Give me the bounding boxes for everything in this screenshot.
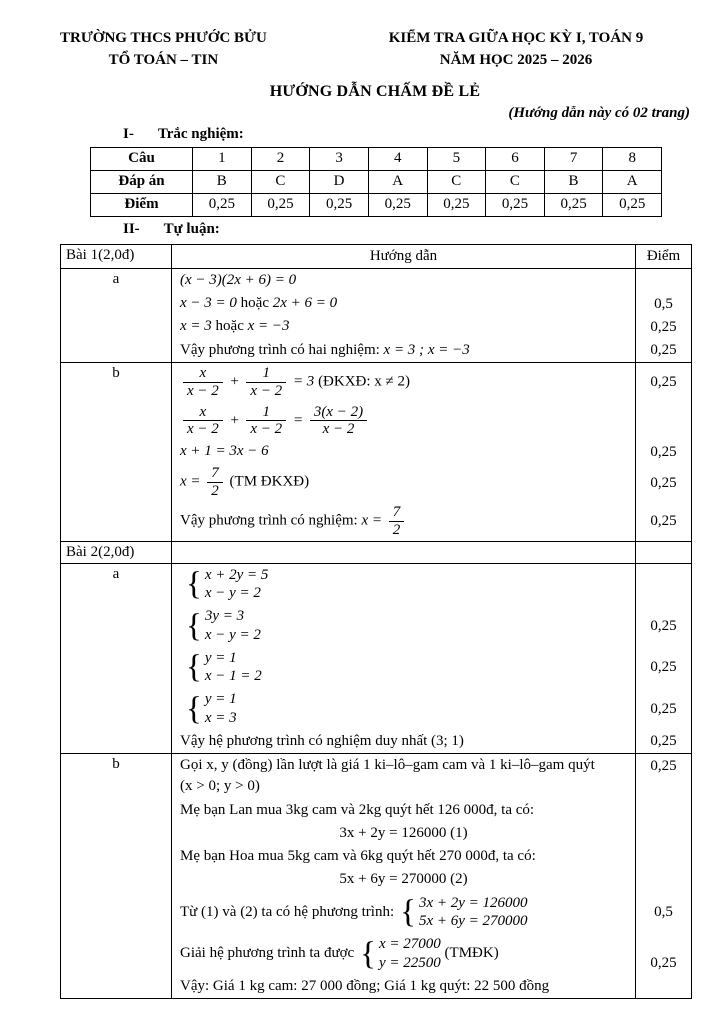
left-brace: { bbox=[400, 894, 416, 931]
equation: x = bbox=[180, 474, 201, 491]
table-header-row bbox=[61, 245, 691, 268]
numerator: 7 bbox=[211, 465, 219, 482]
section-1-title: Trắc nghiệm: bbox=[157, 125, 244, 142]
points-cell: 0,25 bbox=[635, 315, 691, 338]
line-content bbox=[172, 845, 635, 868]
system-equation: 3x + 2y = 126000 bbox=[418, 894, 528, 911]
line-content bbox=[172, 754, 635, 799]
numerator: 1 bbox=[262, 403, 271, 420]
conclusion-text: Vậy hệ phương trình có nghiệm duy nhất (3; 1) bbox=[180, 732, 464, 749]
mc-cell: C bbox=[486, 170, 545, 193]
school-block bbox=[60, 28, 267, 72]
system-rows bbox=[379, 935, 441, 973]
exam-title: KIỂM TRA GIỮA HỌC KỲ I, TOÁN 9 bbox=[388, 30, 644, 46]
equation: (x − 3)(2x + 6) = 0 bbox=[180, 271, 297, 288]
mc-cell: 6 bbox=[486, 147, 545, 170]
mc-cell: 0,25 bbox=[251, 193, 310, 216]
numerator: 3(x − 2) bbox=[313, 403, 364, 420]
problem-1a-row bbox=[61, 268, 691, 362]
equation-system bbox=[400, 894, 527, 932]
points-cell: 0,25 bbox=[635, 730, 691, 753]
mc-cell: 4 bbox=[368, 147, 427, 170]
equals-value: = 3 bbox=[292, 373, 315, 390]
equation: x = −3 bbox=[427, 341, 470, 358]
domain-condition: (ĐKXĐ: x ≠ 2) bbox=[318, 373, 411, 390]
solution-line bbox=[172, 564, 691, 606]
left-brace: { bbox=[186, 566, 202, 603]
left-brace: { bbox=[360, 935, 377, 972]
denominator: x − 2 bbox=[246, 420, 286, 438]
points-cell bbox=[635, 822, 691, 845]
solution-line bbox=[172, 292, 691, 315]
points-cell: 0,25 bbox=[635, 502, 691, 541]
mc-cell: 0,25 bbox=[427, 193, 486, 216]
line-content bbox=[172, 292, 635, 315]
points-cell bbox=[635, 269, 691, 292]
equation-system bbox=[186, 690, 237, 728]
mc-cell: 0,25 bbox=[193, 193, 252, 216]
page-title: HƯỚNG DẪN CHẤM ĐỀ LẺ bbox=[269, 82, 481, 100]
solution-line bbox=[172, 730, 691, 753]
mc-cell: B bbox=[544, 170, 603, 193]
points-cell: 0,25 bbox=[635, 933, 691, 975]
denominator: 2 bbox=[207, 482, 223, 500]
mc-points-row bbox=[91, 193, 662, 216]
solution-line bbox=[172, 845, 691, 868]
denominator: x − 2 bbox=[183, 382, 223, 400]
mc-row-header: Câu bbox=[91, 147, 193, 170]
equation: x = 3 ; bbox=[383, 341, 425, 358]
system-equation: 3y = 3 bbox=[204, 608, 245, 625]
section-1-label: I- bbox=[123, 125, 134, 142]
line-content bbox=[172, 269, 635, 292]
left-brace: { bbox=[186, 649, 202, 686]
part-label: a bbox=[61, 564, 172, 753]
section-1-heading bbox=[123, 126, 690, 143]
mc-cell: 0,25 bbox=[544, 193, 603, 216]
system-rows bbox=[419, 894, 528, 932]
solution-line bbox=[172, 688, 691, 730]
line-content bbox=[172, 799, 635, 822]
plus-sign: + bbox=[229, 412, 240, 429]
points-cell: 0,25 bbox=[635, 363, 691, 402]
mc-cell: D bbox=[310, 170, 369, 193]
system-equation: x − y = 2 bbox=[204, 626, 261, 643]
section-2-title: Tự luận: bbox=[163, 220, 220, 237]
points-cell: 0,5 bbox=[635, 892, 691, 934]
connector-word: hoặc bbox=[240, 295, 269, 312]
empty-line bbox=[172, 542, 691, 563]
solution-line bbox=[172, 933, 691, 975]
line-content bbox=[172, 440, 635, 463]
line-content bbox=[172, 542, 635, 563]
system-equation: y = 22500 bbox=[379, 954, 441, 971]
equation-system bbox=[186, 649, 262, 687]
equation: 3x + 2y = 126000 (1) bbox=[339, 824, 468, 841]
system-equation: x − 1 = 2 bbox=[204, 668, 262, 685]
solution-body bbox=[172, 363, 691, 541]
header-line bbox=[172, 245, 691, 268]
plus-sign: + bbox=[229, 373, 240, 390]
points-cell bbox=[635, 975, 691, 998]
problem-1-label: Bài 1(2,0đ) bbox=[61, 245, 172, 268]
statement-text: Giải hệ phương trình ta được bbox=[180, 945, 355, 962]
mc-answer-row bbox=[91, 170, 662, 193]
points-cell bbox=[635, 845, 691, 868]
system-equation: x − y = 2 bbox=[204, 585, 261, 602]
equation-system bbox=[360, 935, 441, 973]
line-content bbox=[172, 402, 635, 441]
points-cell bbox=[635, 799, 691, 822]
solution-line bbox=[172, 892, 691, 934]
line-content bbox=[172, 564, 635, 606]
solution-line bbox=[172, 975, 691, 998]
connector-word: hoặc bbox=[215, 318, 244, 335]
system-equation: x = 27000 bbox=[379, 936, 441, 953]
equals-sign: = bbox=[292, 412, 304, 429]
system-rows bbox=[205, 566, 269, 604]
equation: x = bbox=[361, 512, 382, 529]
mc-cell: 0,25 bbox=[486, 193, 545, 216]
solution-line bbox=[172, 605, 691, 647]
mc-row-header: Điểm bbox=[91, 193, 193, 216]
section-2-heading bbox=[123, 221, 690, 238]
points-column-header: Điểm bbox=[635, 245, 691, 268]
mc-question-row bbox=[91, 147, 662, 170]
solution-line bbox=[172, 502, 691, 541]
mc-cell: 0,25 bbox=[310, 193, 369, 216]
line-content bbox=[172, 315, 635, 338]
solution-body bbox=[172, 754, 691, 998]
equation: x = 3 bbox=[180, 318, 212, 335]
problem-2-header-row bbox=[61, 541, 691, 563]
mc-cell: B bbox=[193, 170, 252, 193]
problem-2a-row bbox=[61, 563, 691, 753]
numerator: x bbox=[199, 364, 207, 381]
line-content bbox=[172, 647, 635, 689]
mc-cell: A bbox=[603, 170, 662, 193]
points-cell bbox=[635, 542, 691, 563]
equation: x + 1 = 3x − 6 bbox=[180, 443, 269, 460]
line-content bbox=[172, 730, 635, 753]
points-cell: 0,25 bbox=[635, 339, 691, 362]
conclusion-text: Vậy: Giá 1 kg cam: 27 000 đồng; Giá 1 kg quýt: 22 500 đồng bbox=[180, 977, 550, 994]
condition-note: (TM ĐKXĐ) bbox=[229, 474, 310, 491]
mc-cell: 0,25 bbox=[603, 193, 662, 216]
system-rows bbox=[205, 649, 262, 687]
mc-row-header: Đáp án bbox=[91, 170, 193, 193]
equation-system bbox=[186, 566, 268, 604]
part-label: b bbox=[61, 754, 172, 998]
variable-condition: (x > 0; y > 0) bbox=[180, 778, 260, 795]
solution-line bbox=[172, 868, 691, 891]
points-cell: 0,25 bbox=[635, 754, 691, 799]
solution-line bbox=[172, 822, 691, 845]
points-cell bbox=[635, 564, 691, 606]
system-equation: y = 1 bbox=[204, 691, 237, 708]
solution-line bbox=[172, 463, 691, 502]
numerator: 1 bbox=[262, 364, 271, 381]
line-content bbox=[172, 892, 635, 934]
fraction bbox=[183, 365, 223, 400]
mc-cell: 5 bbox=[427, 147, 486, 170]
line-content bbox=[172, 463, 635, 502]
points-cell: 0,25 bbox=[635, 605, 691, 647]
solution-line bbox=[172, 799, 691, 822]
fraction bbox=[246, 365, 286, 400]
mc-cell: 7 bbox=[544, 147, 603, 170]
fraction bbox=[207, 465, 223, 500]
mc-cell: 1 bbox=[193, 147, 252, 170]
line-content bbox=[172, 502, 635, 541]
mc-cell: 8 bbox=[603, 147, 662, 170]
left-brace: { bbox=[186, 690, 202, 727]
equation: 5x + 6y = 270000 (2) bbox=[339, 871, 468, 888]
mc-cell: 3 bbox=[310, 147, 369, 170]
department-name: TỔ TOÁN – TIN bbox=[108, 51, 219, 68]
system-equation: 5x + 6y = 270000 bbox=[418, 913, 528, 930]
system-equation: y = 1 bbox=[204, 649, 237, 666]
line-content bbox=[172, 339, 635, 362]
document-header bbox=[60, 28, 690, 72]
problem-2b-row bbox=[61, 753, 691, 998]
line-content bbox=[172, 933, 635, 975]
numerator: x bbox=[199, 403, 207, 420]
mc-cell: 0,25 bbox=[368, 193, 427, 216]
equation: x = −3 bbox=[247, 318, 290, 335]
empty-body bbox=[172, 542, 691, 563]
system-rows bbox=[205, 607, 261, 645]
solution-line bbox=[172, 647, 691, 689]
statement-text: Từ (1) và (2) ta có hệ phương trình: bbox=[180, 903, 395, 920]
fraction bbox=[246, 404, 286, 439]
line-content bbox=[172, 605, 635, 647]
section-2-label: II- bbox=[123, 220, 140, 237]
solution-line bbox=[172, 315, 691, 338]
points-cell bbox=[635, 402, 691, 441]
solution-line bbox=[172, 440, 691, 463]
solution-body bbox=[172, 564, 691, 753]
guide-column-header: Hướng dẫn bbox=[369, 247, 438, 264]
solution-line bbox=[172, 339, 691, 362]
line-content bbox=[172, 688, 635, 730]
solution-body bbox=[172, 269, 691, 362]
system-equation: x + 2y = 5 bbox=[204, 566, 269, 583]
multiple-choice-table bbox=[90, 147, 662, 217]
condition-note: (TMĐK) bbox=[444, 945, 499, 962]
line-content bbox=[172, 363, 635, 402]
solution-line bbox=[172, 269, 691, 292]
points-cell bbox=[635, 868, 691, 891]
setup-text: Gọi x, y (đồng) lần lượt là giá 1 ki–lô–gam cam và 1 ki–lô–gam quýt bbox=[180, 756, 595, 773]
page-note: (Hướng dẫn này có 02 trang) bbox=[508, 104, 690, 121]
school-year: NĂM HỌC 2025 – 2026 bbox=[439, 51, 593, 68]
statement-text: Mẹ bạn Hoa mua 5kg cam và 6kg quýt hết 270 000đ, ta có: bbox=[180, 848, 536, 865]
points-cell: 0,25 bbox=[635, 688, 691, 730]
equation-system bbox=[186, 607, 261, 645]
solution-line bbox=[172, 754, 691, 799]
exam-block bbox=[342, 28, 690, 72]
statement-text: Mẹ bạn Lan mua 3kg cam và 2kg quýt hết 126 000đ, ta có: bbox=[180, 801, 535, 818]
points-cell: 0,25 bbox=[635, 463, 691, 502]
solution-line bbox=[172, 363, 691, 402]
denominator: 2 bbox=[389, 521, 405, 539]
fraction bbox=[310, 404, 367, 439]
points-cell: 0,25 bbox=[635, 440, 691, 463]
essay-answer-table bbox=[60, 244, 692, 1000]
equation: x − 3 = 0 bbox=[180, 295, 237, 312]
mc-cell: C bbox=[251, 170, 310, 193]
system-equation: x = 3 bbox=[204, 709, 237, 726]
denominator: x − 2 bbox=[246, 382, 286, 400]
conclusion-text: Vậy phương trình có hai nghiệm: bbox=[180, 341, 380, 358]
fraction bbox=[183, 404, 223, 439]
system-rows bbox=[205, 690, 237, 728]
left-brace: { bbox=[186, 607, 202, 644]
line-content bbox=[172, 975, 635, 998]
denominator: x − 2 bbox=[310, 420, 367, 438]
mc-cell: 2 bbox=[251, 147, 310, 170]
problem-1b-row bbox=[61, 362, 691, 541]
conclusion-text: Vậy phương trình có nghiệm: bbox=[180, 512, 358, 529]
part-label: b bbox=[61, 363, 172, 541]
mc-cell: A bbox=[368, 170, 427, 193]
mc-cell: C bbox=[427, 170, 486, 193]
numerator: 7 bbox=[392, 504, 401, 521]
problem-2-label: Bài 2(2,0đ) bbox=[61, 542, 172, 563]
part-label: a bbox=[61, 269, 172, 362]
equation: 2x + 6 = 0 bbox=[272, 295, 338, 312]
points-cell: 0,25 bbox=[635, 647, 691, 689]
line-content bbox=[172, 822, 635, 845]
denominator: x − 2 bbox=[183, 420, 223, 438]
points-cell: 0,5 bbox=[635, 292, 691, 315]
line-content bbox=[172, 868, 635, 891]
school-name: TRƯỜNG THCS PHƯỚC BỬU bbox=[60, 30, 267, 46]
solution-line bbox=[172, 402, 691, 441]
header-body bbox=[172, 245, 691, 268]
fraction bbox=[389, 504, 405, 539]
